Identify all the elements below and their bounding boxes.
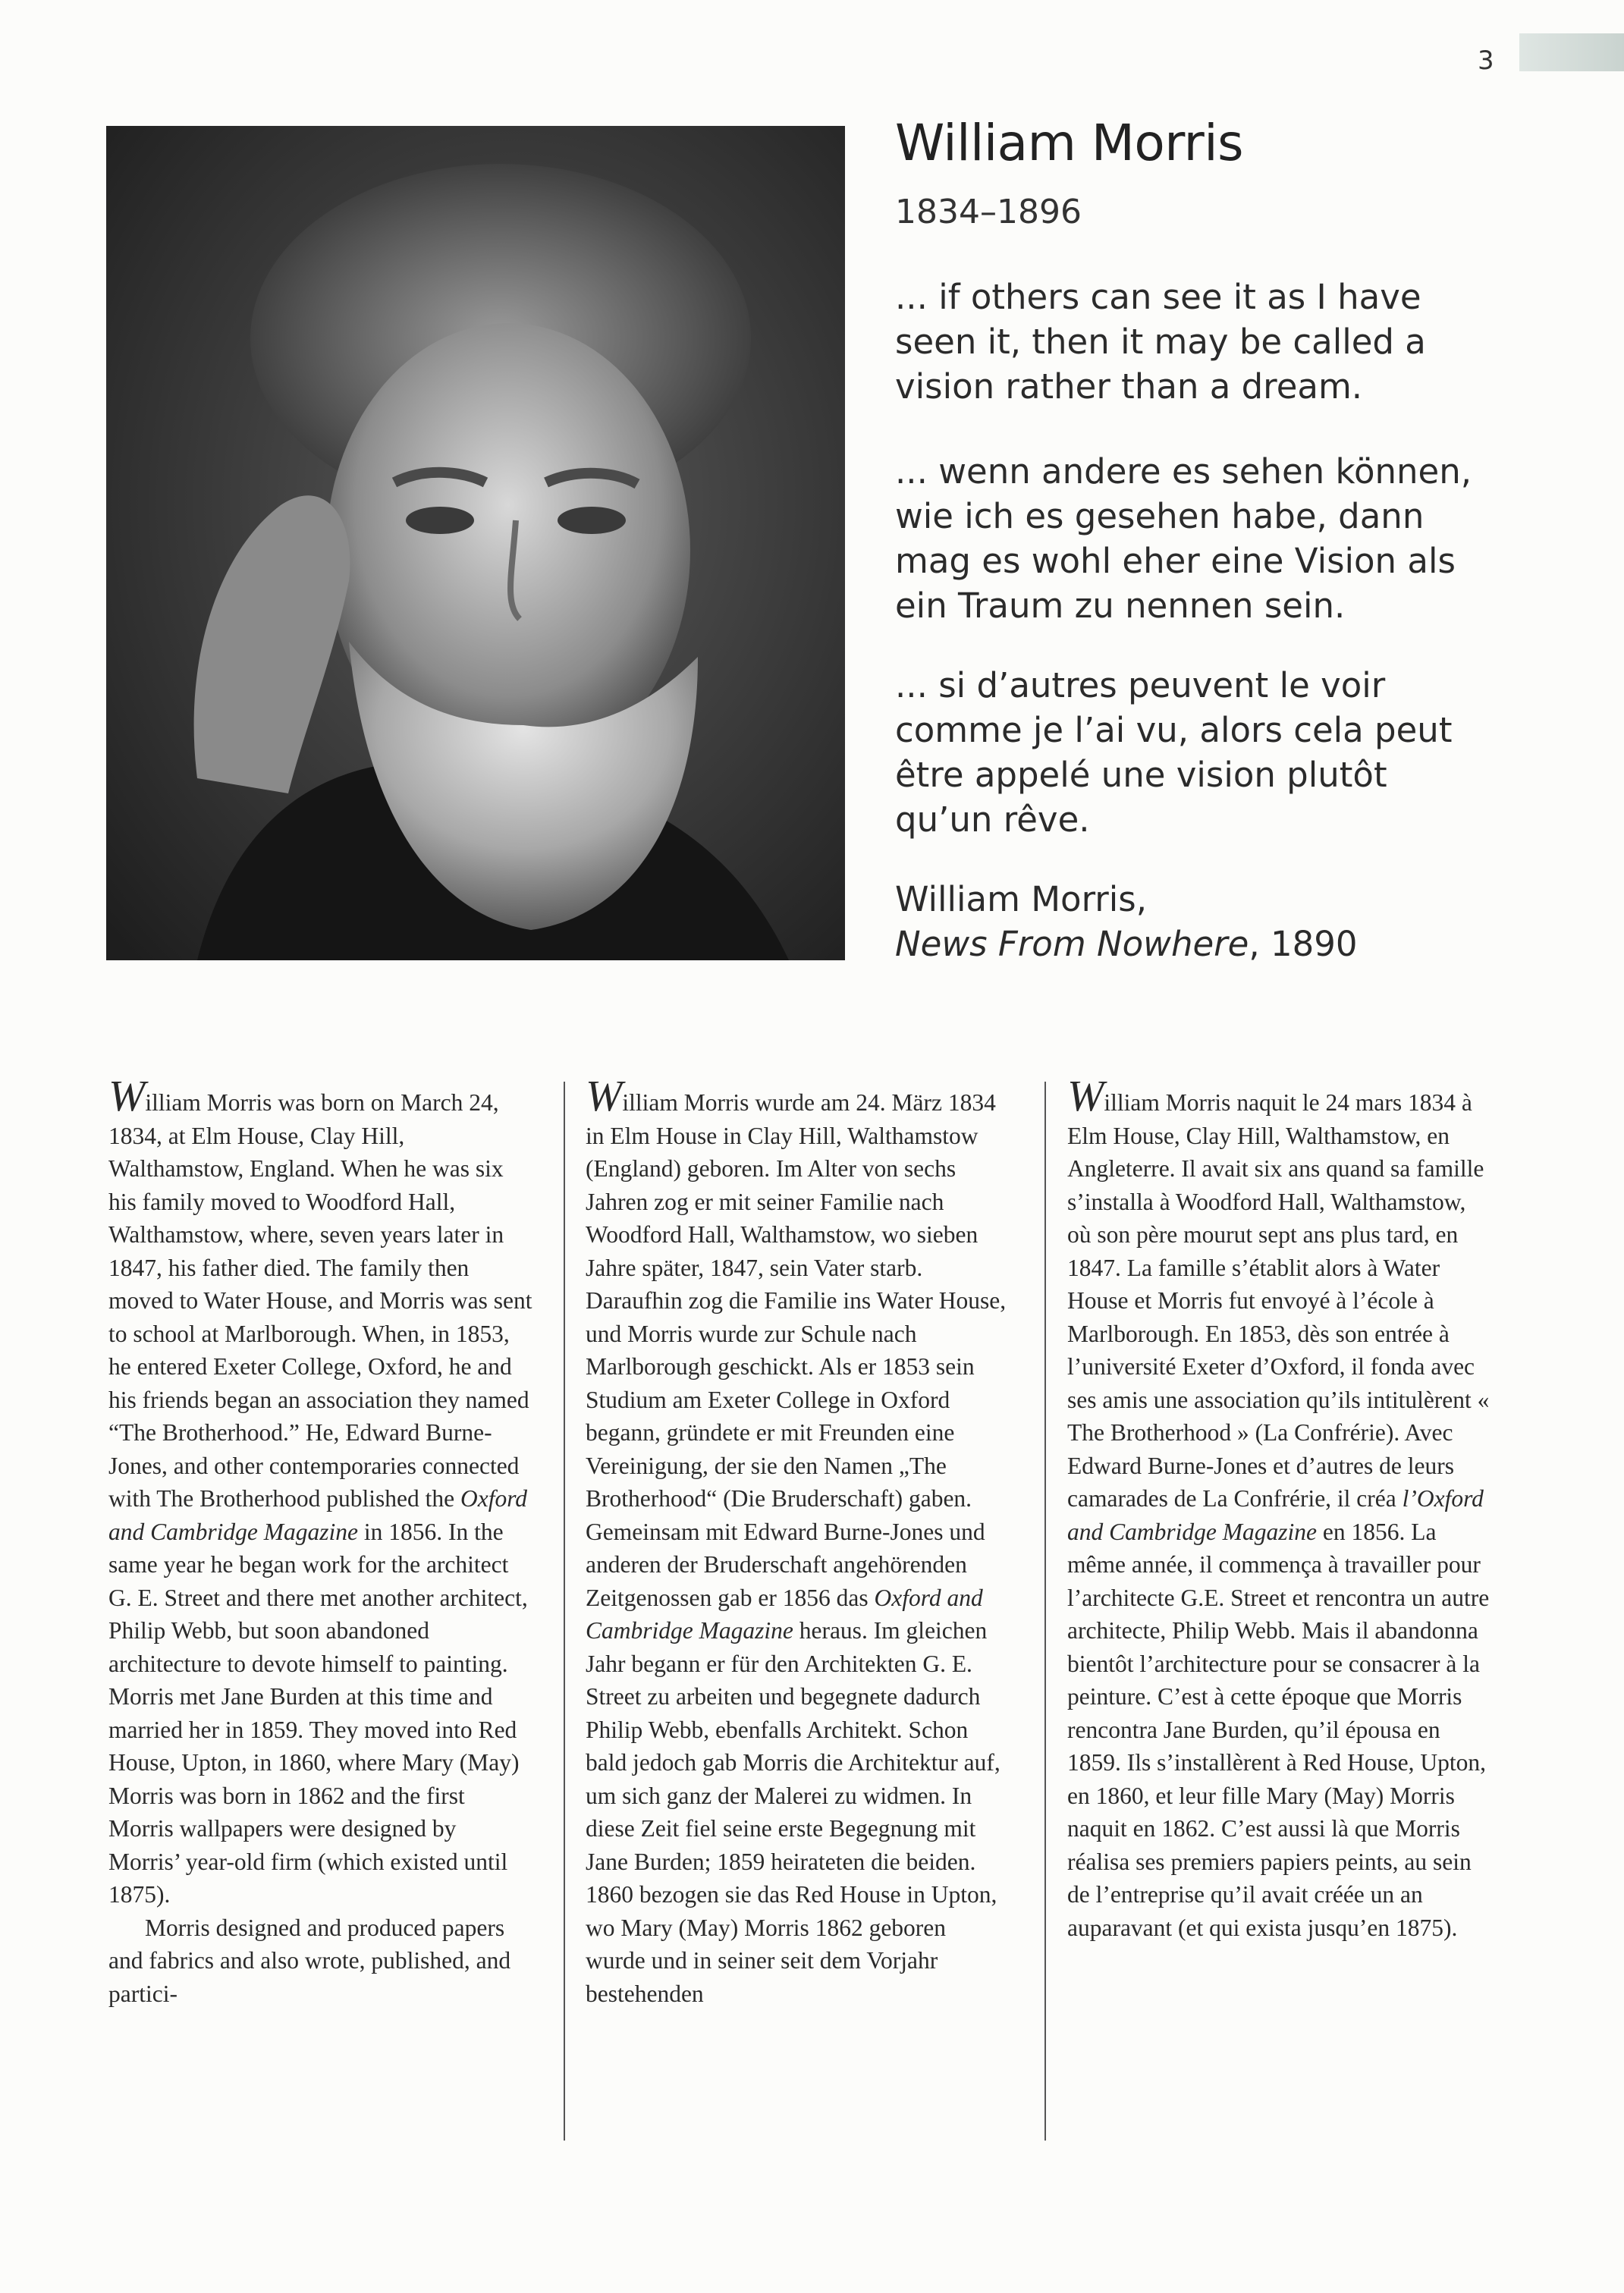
biography-german-paragraph-1 xyxy=(586,1071,1010,2010)
biography-french-paragraph-1 xyxy=(1067,1071,1492,1944)
bio-italic: l’Oxford and Cambridge Magazine xyxy=(1067,1485,1484,1545)
bio-text: in 1856. In the same year he began work for the architect G. E. Street and there met another architect, Philip Webb, but soon abandoned architecture to devote himself to painting. Morris met Jane Burden at this time and married her in 1859. They moved into Red House, Upton, in 1860, where Mary (May) Morris was born in 1862 and the first Morris wallpapers were designed by Morris’ year-old firm (which existed until 1875). xyxy=(108,1518,528,1908)
bio-italic: Oxford and Cambridge Magazine xyxy=(586,1584,983,1644)
bio-text: illiam Morris was born on March 24, 1834, at Elm House, Clay Hill, Walthamstow, England. When he was six his family moved to Woodford Hall, Walthamstow, where, seven years later in 1847, his father died. The family then moved to Water House, and Morris was sent to school at Marlborough. When, in 1853, he entered Exeter College, Oxford, he and his friends began an association they named “The Brotherhood.” He, Edward Burne-Jones, and other contemporaries connected with The Brotherhood published the xyxy=(108,1089,532,1512)
biography-german xyxy=(586,1071,1010,2010)
biography-french xyxy=(1067,1071,1492,1944)
quote-french: ... si d’autres peuvent le voir comme je l’ai vu, alors cela peut être appelé une vision plutôt qu’un rêve. xyxy=(895,665,1453,840)
corner-tab xyxy=(1519,33,1624,71)
attribution-source xyxy=(895,922,1358,966)
attribution-author: William Morris, xyxy=(895,879,1148,919)
bio-italic: Oxford and Cambridge Magazine xyxy=(108,1485,528,1545)
biography-english xyxy=(108,1071,533,2010)
quote-english: ... if others can see it as I have seen it, then it may be called a vision rather than a dream. xyxy=(895,277,1426,407)
bio-text: illiam Morris naquit le 24 mars 1834 à Elm House, Clay Hill, Walthamstow, en Angleterre. Il avait six ans quand sa famille s’installa à Woodford Hall, Walthamstow, où son père mourut sept ans plus tard, en 1847. La famille s’établit alors à Water House et Morris fut envoyé à l’école à Marlborough. En 1853, dès son entrée à l’université Exeter d’Oxford, il fonda avec ses amis une association qu’ils intitulèrent « The Brotherhood » (La Confrérie). Avec Edward Burne-Jones et d’autres de leurs camarades de La Confrérie, il créa xyxy=(1067,1089,1490,1512)
biography-english-paragraph-2: Morris designed and produced papers and fabrics and also wrote, published, and partici- xyxy=(108,1914,511,2007)
bio-text: heraus. Im gleichen Jahr begann er für den Architekten G. E. Street zu arbeiten und begegnete dadurch Philip Webb, ebenfalls Architekt. Schon bald jedoch gab Morris die Architektur auf, um sich ganz der Malerei zu widmen. In diese Zeit fiel seine erste Begegnung mit Jane Burden; 1859 heirateten die beiden. 1860 bezogen sie das Red House in Upton, wo Mary (May) Morris 1862 geboren wurde und in seiner seit dem Vorjahr bestehenden xyxy=(586,1617,1000,2007)
dropcap: W xyxy=(1067,1071,1104,1120)
bio-text: illiam Morris wurde am 24. März 1834 in Elm House in Clay Hill, Walthamstow (England) geboren. Im Alter von sechs Jahren zog er mit seiner Familie nach Woodford Hall, Walthamstow, wo sieben Jahre später, 1847, sein Vater starb. Daraufhin zog die Familie ins Water House, und Morris wurde zur Schule nach Marlborough geschickt. Als er 1853 sein Studium am Exeter College in Oxford begann, gründete er mit Freunden eine Vereinigung, der sie den Namen „The Brotherhood“ (Die Bruderschaft) gaben. Gemeinsam mit Edward Burne-Jones und anderen der Bruderschaft angehörenden Zeitgenossen gab er 1856 das xyxy=(586,1089,1007,1611)
column-divider xyxy=(564,1082,565,2141)
biography-english-paragraph-1 xyxy=(108,1071,533,1911)
page-title: William Morris xyxy=(895,114,1244,172)
portrait-photo xyxy=(106,126,845,960)
dropcap: W xyxy=(586,1071,623,1120)
quote-attribution xyxy=(895,877,1358,966)
bio-text: en 1856. La même année, il commença à travailler pour l’architecte G.E. Street et rencontra un autre architecte, Philip Webb. Mais il abandonna bientôt l’architecture pour se consacrer à la peinture. C’est à cette époque que Morris rencontra Jane Burden, qu’il épousa en 1859. Ils s’installèrent à Red House, Upton, en 1860, et leur fille Mary (May) Morris naquit en 1862. C’est aussi là que Morris réalisa ses premiers papiers peints, au sein de l’entreprise qu’il avait créée un an auparavant (et qui exista jusqu’en 1875). xyxy=(1067,1518,1490,1941)
column-divider xyxy=(1044,1082,1046,2141)
quote-german: ... wenn andere es sehen können, wie ich es gesehen habe, dann mag es wohl eher eine Vision als ein Traum zu nennen sein. xyxy=(895,451,1472,626)
attribution-work: News From Nowhere xyxy=(895,924,1249,964)
page-number: 3 xyxy=(1478,46,1494,76)
portrait-illustration xyxy=(106,126,845,960)
dropcap: W xyxy=(108,1071,146,1120)
attribution-year: , 1890 xyxy=(1249,924,1358,964)
life-dates: 1834–1896 xyxy=(895,193,1082,231)
